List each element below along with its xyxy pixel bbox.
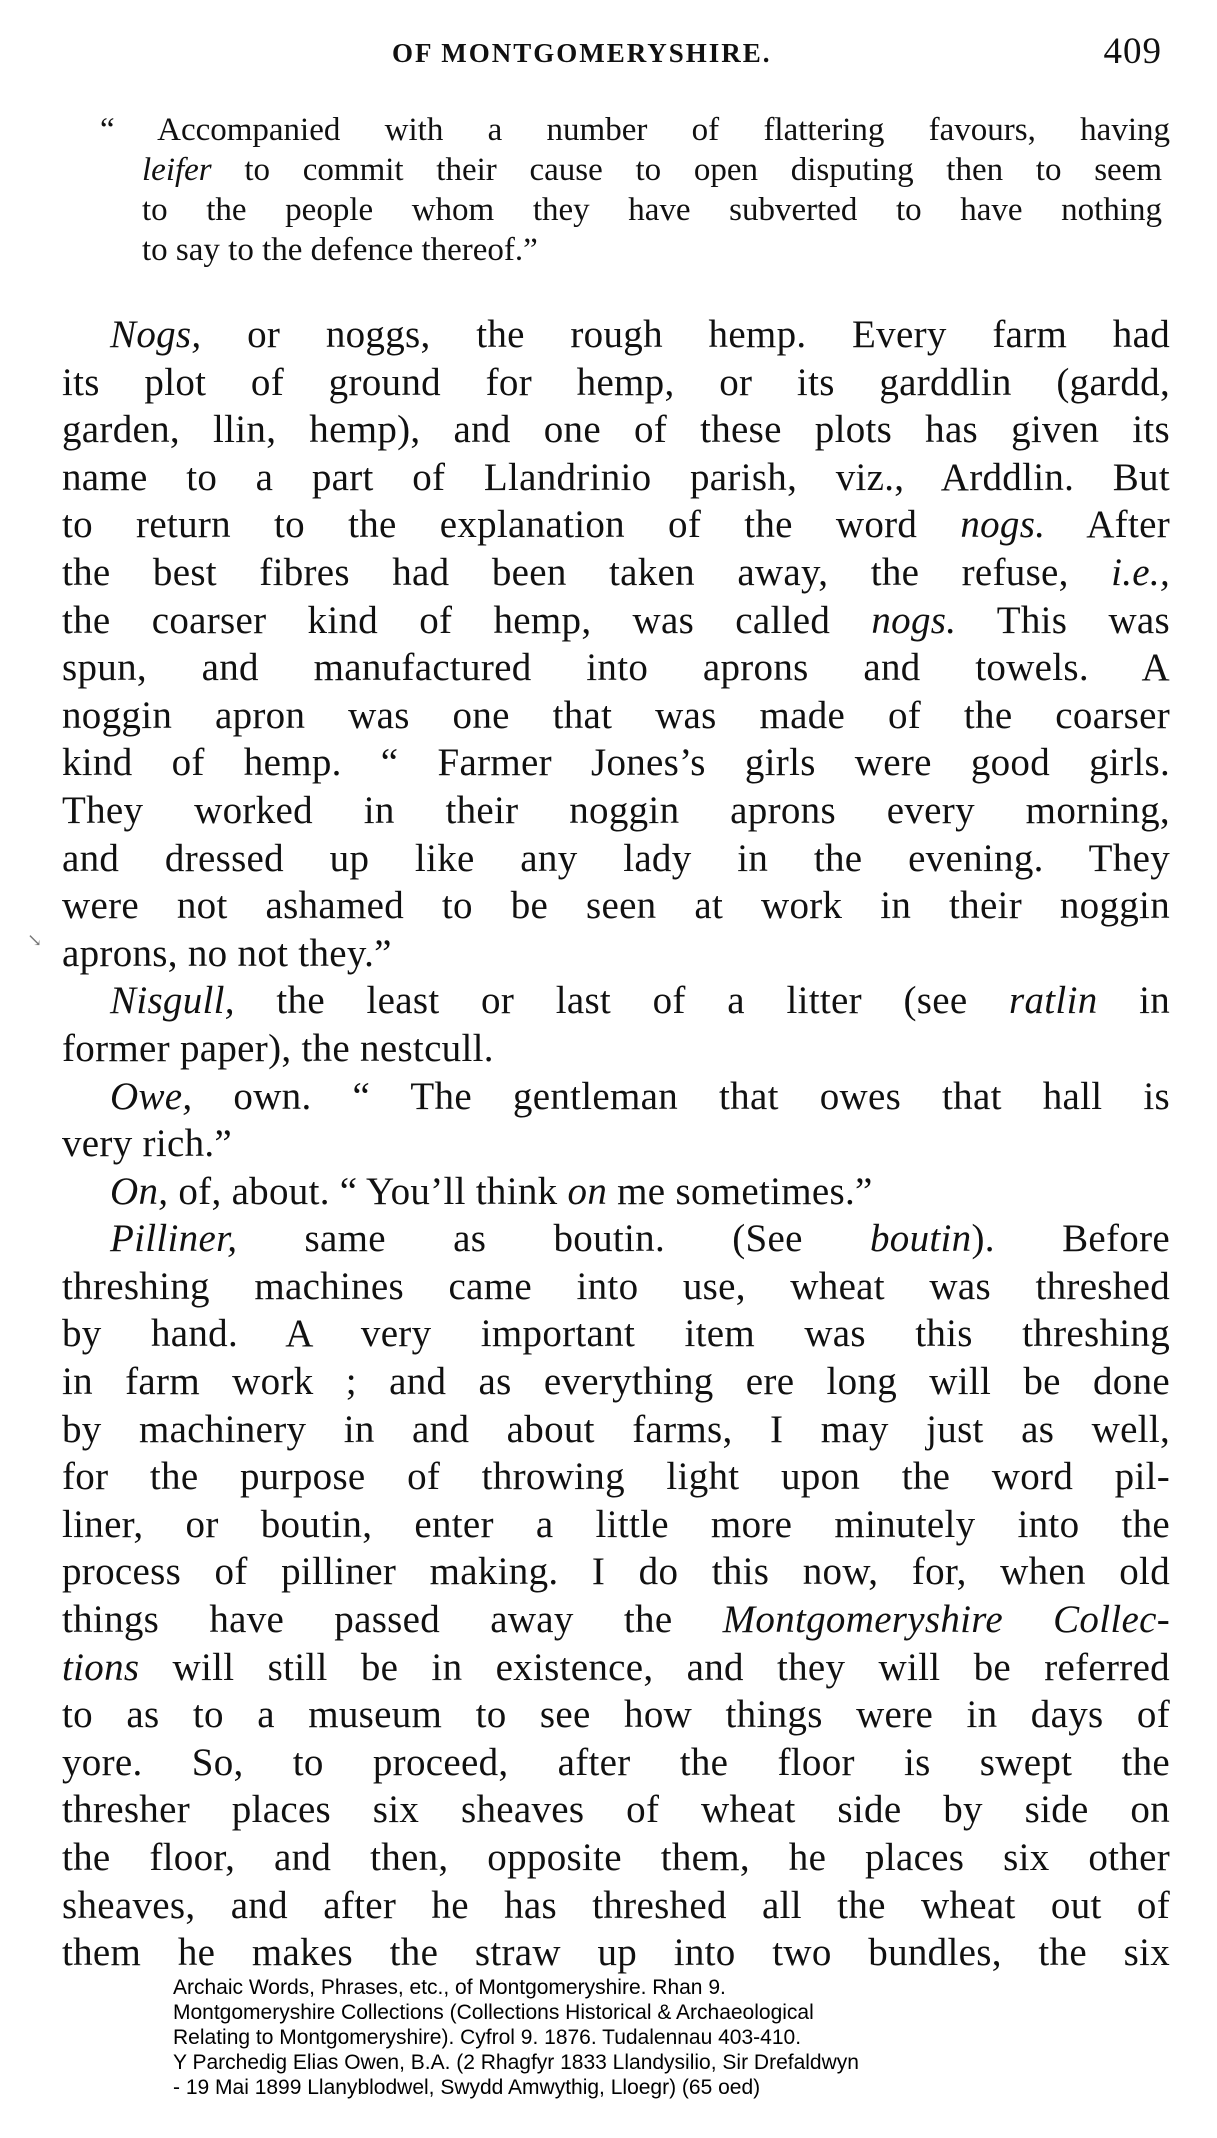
- source-caption: [173, 1975, 1073, 2100]
- body-text: [62, 311, 1170, 1977]
- quote-italic-word: leifer: [142, 152, 212, 188]
- text-line: They worked in their noggin aprons every morning,: [62, 788, 1170, 832]
- text-line: garden, llin, hemp), and one of these plots has given its: [62, 408, 1170, 452]
- quote-line: leifer to commit their cause to open disputing then to seem: [142, 152, 1162, 188]
- text-line: things have passed away the Montgomeryshire Collec-: [62, 1598, 1171, 1642]
- text-line: to return to the explanation of the word nogs. After: [62, 503, 1170, 547]
- text-line: liner, or boutin, enter a little more minutely into the: [62, 1502, 1170, 1546]
- text-line: noggin apron was one that was made of the coarser: [62, 693, 1170, 737]
- text-line: the coarser kind of hemp, was called nogs. This was: [62, 598, 1170, 642]
- text-line: process of pilliner making. I do this now, for, when old: [62, 1550, 1170, 1594]
- text-line: them he makes the straw up into two bundles, the six: [62, 1931, 1170, 1975]
- caption-line: Archaic Words, Phrases, etc., of Montgomeryshire. Rhan 9.: [173, 1976, 726, 1999]
- text-line: sheaves, and after he has threshed all the wheat out of: [62, 1883, 1170, 1927]
- text-line: were not ashamed to be seen at work in their noggin: [62, 884, 1170, 928]
- text-line: very rich.”: [62, 1122, 233, 1166]
- text-line: Nogs, or noggs, the rough hemp. Every farm had: [110, 313, 1170, 356]
- text-line: spun, and manufactured into aprons and towels. A: [62, 646, 1170, 690]
- text-line: On, of, about. “ You’ll think on me sometimes.”: [110, 1169, 873, 1213]
- text-line: by hand. A very important item was this threshing: [62, 1312, 1170, 1356]
- headword: Pilliner,: [110, 1217, 238, 1261]
- text-line: Nisgull, the least or last of a litter (see ratlin in: [110, 979, 1170, 1023]
- page-header: [62, 30, 1170, 80]
- text-line: by machinery in and about farms, I may just as well,: [62, 1407, 1170, 1451]
- headword: Nogs,: [110, 313, 202, 356]
- text-line: its plot of ground for hemp, or its garddlin (gardd,: [62, 360, 1170, 404]
- caption-line: - 19 Mai 1899 Llanyblodwel, Swydd Amwythig, Lloegr) (65 oed): [173, 2076, 761, 2099]
- text-line: to as to a museum to see how things were in days of: [62, 1693, 1170, 1737]
- text-line: aprons, no not they.”: [62, 931, 392, 975]
- text-line: and dressed up like any lady in the evening. They: [62, 836, 1170, 880]
- caption-line: Y Parchedig Elias Owen, B.A. (2 Rhagfyr 1833 Llandysilio, Sir Drefaldwyn: [173, 2051, 859, 2074]
- running-title: OF MONTGOMERYSHIRE.: [392, 38, 772, 68]
- block-quote: [100, 110, 1170, 270]
- text-line: Owe, own. “ The gentleman that owes that hall is: [110, 1074, 1170, 1118]
- caption-line: Relating to Montgomeryshire). Cyfrol 9. 1876. Tudalennau 403-410.: [173, 2026, 802, 2049]
- text-line: the best fibres had been taken away, the refuse, i.e.,: [62, 550, 1170, 594]
- text-line: threshing machines came into use, wheat was threshed: [62, 1264, 1170, 1308]
- page-number: 409: [1103, 31, 1162, 72]
- quote-line: to the people whom they have subverted to have nothing: [142, 192, 1162, 228]
- text-line: the floor, and then, opposite them, he places six other: [62, 1836, 1170, 1879]
- text-line: for the purpose of throwing light upon the word pil-: [62, 1455, 1170, 1499]
- text-line: in farm work ; and as everything ere long will be done: [62, 1360, 1170, 1404]
- text-line: Pilliner, same as boutin. (See boutin). Before: [110, 1217, 1170, 1261]
- text-line: thresher places six sheaves of wheat side by side on: [62, 1788, 1170, 1832]
- margin-mark: ↘: [27, 930, 43, 951]
- headword: On,: [110, 1169, 169, 1213]
- text-line: name to a part of Llandrinio parish, viz., Arddlin. But: [62, 455, 1170, 499]
- quote-line: “ Accompanied with a number of flattering favours, having: [100, 112, 1170, 148]
- text-line: yore. So, to proceed, after the floor is swept the: [62, 1740, 1170, 1784]
- quote-line: to say to the defence thereof.”: [142, 232, 538, 268]
- headword: Owe,: [110, 1074, 193, 1118]
- caption-line: Montgomeryshire Collections (Collections Historical & Archaeological: [173, 2001, 814, 2024]
- headword: Nisgull,: [110, 979, 235, 1023]
- text-line: former paper), the nestcull.: [62, 1026, 494, 1070]
- text-line: kind of hemp. “ Farmer Jones’s girls were good girls.: [62, 741, 1170, 785]
- text-line: tions will still be in existence, and they will be referred: [62, 1645, 1170, 1689]
